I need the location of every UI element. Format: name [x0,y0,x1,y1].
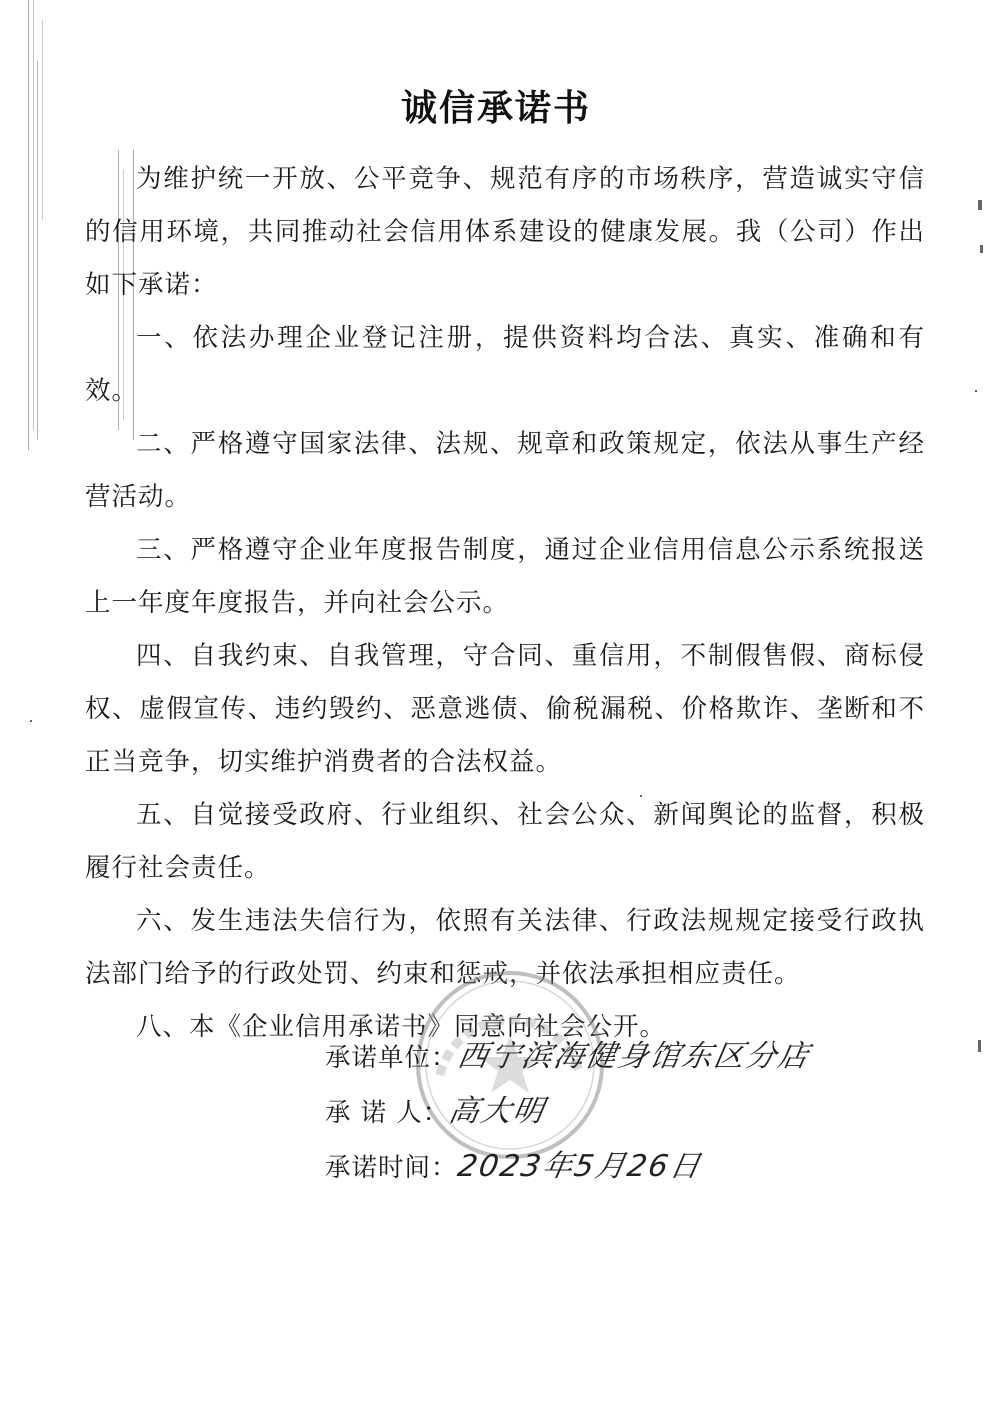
signer-row [325,1085,810,1140]
signer-label: 承 诺 人： [325,1098,450,1128]
document-body [85,153,925,1054]
signature-block [325,1030,813,1195]
commitment-8: 八、本《企业信用承诺书》同意向社会公开。 [136,1012,667,1042]
signing-unit-row [325,1030,813,1085]
commitment-5: 五、自觉接受政府、行业组织、社会公众、新闻舆论的监督，积极履行社会责任。 [85,800,925,883]
signing-unit-handwriting: 西宁滨海健身馆东区分店 [454,1039,813,1074]
sign-date-handwriting: 2023年5月26日 [454,1149,705,1184]
signing-unit-label: 承诺单位： [325,1043,458,1073]
commitment-2: 二、严格遵守国家法律、法规、规章和政策规定，依法从事生产经营活动。 [85,429,925,512]
sign-date-label: 承诺时间： [325,1153,458,1183]
signer-handwriting: 高大明 [446,1094,549,1129]
commitment-6: 六、发生违法失信行为，依照有关法律、行政法规规定接受行政执法部门给予的行政处罚、约束和惩戒，并依法承担相应责任。 [85,906,925,989]
commitment-1: 一、依法办理企业登记注册，提供资料均合法、真实、准确和有效。 [85,323,925,406]
commitment-4: 四、自我约束、自我管理，守合同、重信用，不制假售假、商标侵权、虚假宣传、违约毁约、恶意逃债、偷税漏税、价格欺诈、垄断和不正当竞争，切实维护消费者的合法权益。 [85,641,925,777]
intro-paragraph: 为维护统一开放、公平竞争、规范有序的市场秩序，营造诚实守信的信用环境，共同推动社会信用体系建设的健康发展。我（公司）作出如下承诺： [85,164,925,300]
document-title: 诚信承诺书 [400,88,591,129]
sign-date-row [325,1140,810,1195]
commitment-3: 三、严格遵守企业年度报告制度，通过企业信用信息公示系统报送上一年度年度报告，并向社会公示。 [85,535,925,618]
